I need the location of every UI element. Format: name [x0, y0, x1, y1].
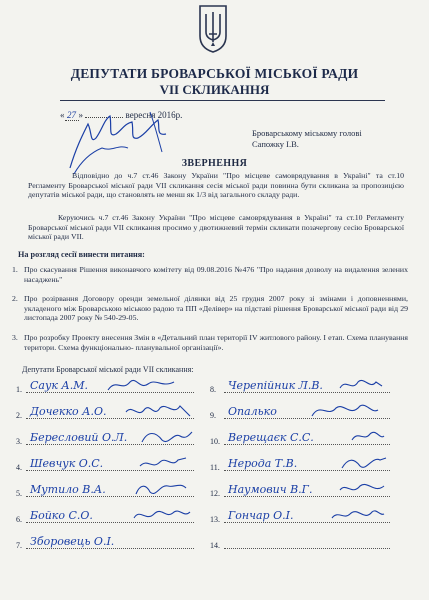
signature-line	[26, 548, 194, 549]
agenda-item	[12, 265, 408, 284]
signature-number: 4.	[16, 463, 22, 472]
document-title: ЗВЕРНЕННЯ	[181, 158, 248, 169]
signature-row	[210, 376, 390, 396]
signature-name: Бересловий О.Л.	[30, 431, 128, 444]
signature-row	[16, 454, 194, 474]
paragraph-2: Керуючись ч.7 ст.46 Закону України "Про місцеве самоврядування в Україні" та ст.10 Регламенту Броварської міської ради VII скликання просимо у двотижневий термін скликати позачергову сесію Броварської міської ради VII.	[28, 213, 404, 242]
signature-row	[210, 506, 390, 526]
signature-scribble	[340, 454, 388, 472]
signature-name: Дочекко А.О.	[30, 405, 107, 418]
agenda-item-number: 1.	[12, 265, 18, 274]
signature-name: Черепійник Л.В.	[228, 379, 323, 392]
signature-line	[224, 548, 390, 549]
trident-emblem-icon	[198, 4, 228, 54]
signature-scribble	[124, 402, 194, 420]
signature-number: 13.	[210, 515, 220, 524]
signature-scribble	[138, 454, 188, 472]
signature-number: 8.	[210, 385, 216, 394]
agenda-item	[12, 294, 408, 323]
org-title: ДЕПУТАТИ БРОВАРСЬКОЇ МІСЬКОЇ РАДИ	[70, 66, 359, 81]
signature-row	[16, 532, 194, 552]
signature-scribble	[350, 428, 386, 446]
signature-name: Мутило В.А.	[30, 483, 106, 496]
signature-scribble	[338, 376, 384, 394]
signature-row	[210, 454, 390, 474]
signatures-heading: Депутати Броварської міської ради VII скликання:	[22, 365, 194, 374]
signature-number: 7.	[16, 541, 22, 550]
signature-scribble	[140, 428, 194, 446]
signature-name: Гончар О.І.	[228, 509, 294, 522]
agenda-item-text: Про скасування Рішення виконавчого комітету від 09.08.2016 №476 "Про надання дозволу на видалення зелених насаджень"	[24, 265, 408, 284]
agenda-item	[12, 333, 408, 352]
signature-number: 2.	[16, 411, 22, 420]
signature-number: 3.	[16, 437, 22, 446]
signature-row	[210, 402, 390, 422]
convocation-title: VII СКЛИКАННЯ	[159, 82, 270, 97]
header-divider	[60, 100, 385, 101]
agenda-item-number: 2.	[12, 294, 18, 303]
agenda-item-text: Про розробку Проекту внесення Змін в «Детальний план території IV житлового району. І етап. Схема планування територи. Схема функціонально- планувальної організації».	[24, 333, 408, 352]
signature-name: Бойко С.О.	[30, 509, 93, 522]
agenda-item-number: 3.	[12, 333, 18, 342]
signature-scribble	[310, 402, 380, 420]
signature-name: Шевчук О.С.	[30, 457, 104, 470]
signature-number: 12.	[210, 489, 220, 498]
signature-name: Зборовець О.І.	[30, 535, 115, 548]
signature-row	[210, 480, 390, 500]
agenda-heading: На розгляд сесії винести питання:	[18, 250, 145, 259]
addressee-line-2: Сапожку І.В.	[252, 139, 299, 149]
signature-row	[16, 402, 194, 422]
signature-row	[210, 532, 390, 552]
signature-row	[16, 506, 194, 526]
date-day: 27	[65, 110, 79, 121]
signature-scribble	[132, 506, 192, 524]
signature-name: Наумович В.Г.	[228, 483, 313, 496]
signature-number: 11.	[210, 463, 220, 472]
paragraph-1: Відповідно до ч.7 ст.46 Закону України "Про місцеве самоврядування в Україні" та ст.10 Регламенту Броварської міської ради VII скликання сесія міської ради повинна бути скликана за пропозицією депутатів міської ради, що становлять не менш як 1/3 від загального складу ради.	[28, 171, 404, 200]
signature-number: 10.	[210, 437, 220, 446]
signature-row	[16, 480, 194, 500]
addressee-block	[252, 128, 362, 150]
signature-scribble	[330, 506, 386, 524]
signature-name: Верещаєк С.С.	[228, 431, 314, 444]
signature-number: 14.	[210, 541, 220, 550]
signature-number: 9.	[210, 411, 216, 420]
addressee-line-1: Броварському міському голові	[252, 128, 362, 138]
signature-number: 5.	[16, 489, 22, 498]
signature-name: Саук А.М.	[30, 379, 89, 392]
signature-row	[16, 428, 194, 448]
signature-scribble	[106, 376, 176, 394]
signature-scribble	[134, 480, 188, 498]
signature-name: Опалько	[228, 405, 277, 418]
signature-scribble	[338, 480, 386, 498]
document-date: « 27 » вересня 2016р.	[60, 110, 183, 120]
signature-row	[210, 428, 390, 448]
signature-name: Нерода Т.В.	[228, 457, 298, 470]
signature-row	[16, 376, 194, 396]
signature-number: 6.	[16, 515, 22, 524]
signature-number: 1.	[16, 385, 22, 394]
agenda-item-text: Про розірвання Договору оренди земельної ділянки від 25 грудня 2007 року зі змінами і доповненнями, укладеного між Броварською міською радою та ПП «Делівер» на підставі рішення Броварської міської ради від 29 листопада 2007 року № 540-29-05.	[24, 294, 408, 323]
date-suffix: вересня 2016р.	[125, 110, 183, 120]
